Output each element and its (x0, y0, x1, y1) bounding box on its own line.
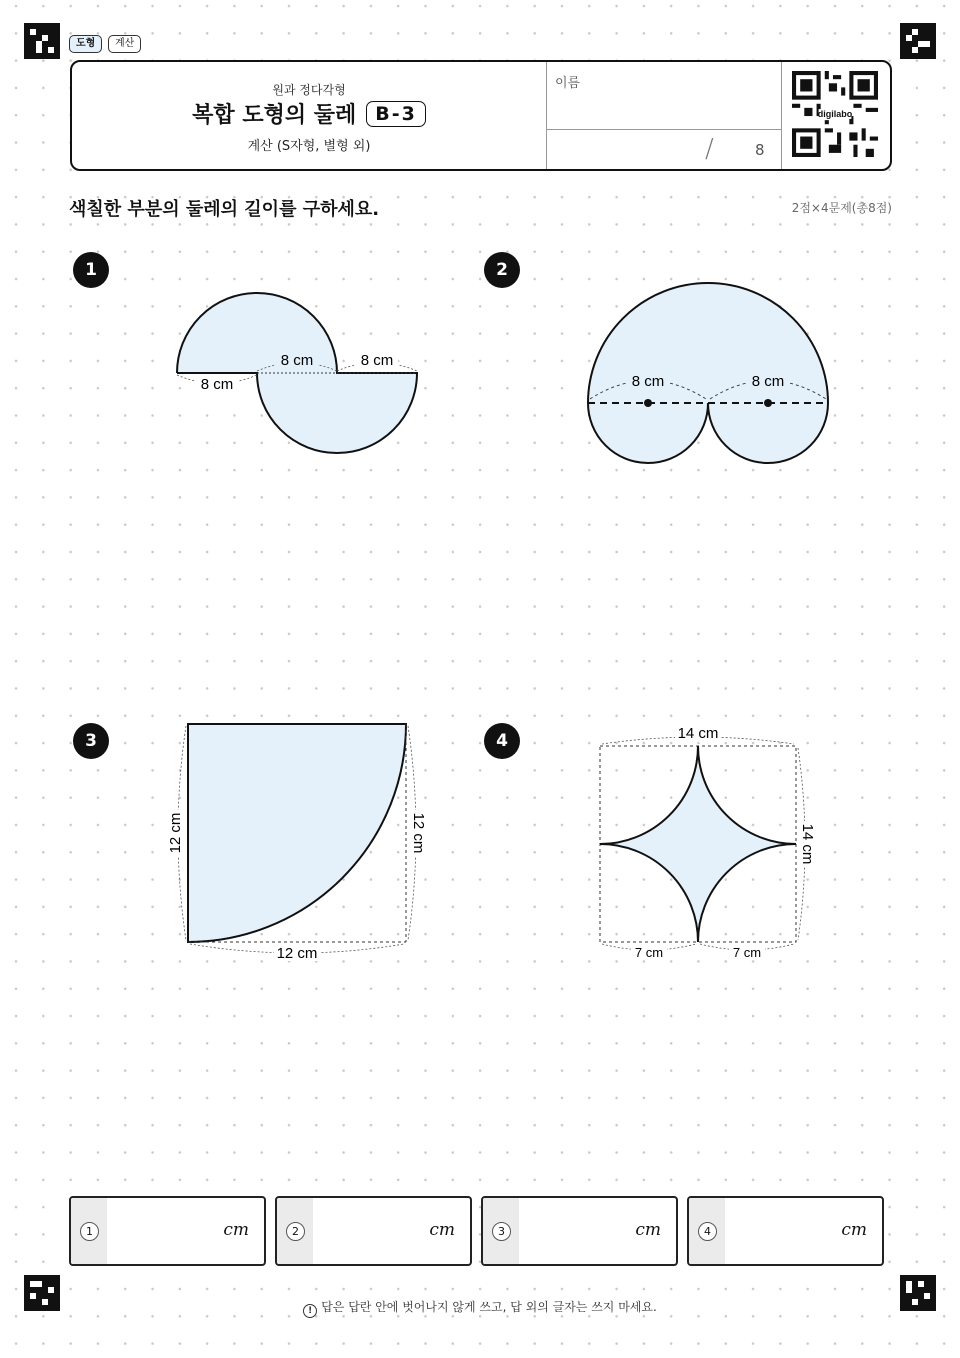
answer-number-1: 1 (80, 1222, 99, 1241)
warning-icon: ! (303, 1304, 317, 1318)
answer-box-2[interactable] (275, 1196, 472, 1266)
answer-unit-3: cm (635, 1220, 661, 1240)
figure-4-label-top: 14 cm (677, 725, 719, 742)
problem-number-4: 4 (484, 723, 520, 759)
answer-number-2: 2 (286, 1222, 305, 1241)
figure-4-label-right: 14 cm (799, 823, 816, 865)
figure-3-label-left: 12 cm (167, 812, 184, 854)
figure-4-label-bottom-left: 7 cm (634, 945, 664, 960)
figure-1-label-middle: 8 cm (280, 352, 314, 369)
worksheet-description: 계산 (S자형, 별형 외) (247, 139, 371, 154)
figure-2-label-left: 8 cm (631, 373, 665, 390)
answer-unit-4: cm (841, 1220, 867, 1240)
answer-unit-2: cm (429, 1220, 455, 1240)
footer-note (0, 1298, 960, 1318)
answer-box-1[interactable] (69, 1196, 266, 1266)
figure-3-label-right: 12 cm (410, 812, 427, 854)
answer-number-3: 3 (492, 1222, 511, 1241)
problem-number-1: 1 (73, 252, 109, 288)
answer-box-3[interactable] (481, 1196, 678, 1266)
figure-4-label-bottom-right: 7 cm (732, 945, 762, 960)
problem-number-3: 3 (73, 723, 109, 759)
tag-shape: 도형 (69, 35, 102, 53)
figure-3-label-bottom: 12 cm (276, 945, 318, 962)
worksheet-code: B-3 (366, 101, 426, 127)
figure-1-label-bottom: 8 cm (200, 376, 234, 393)
figure-1-label-right: 8 cm (360, 352, 394, 369)
worksheet-subtitle: 원과 정다각형 (272, 83, 346, 97)
score-total: 8 (755, 141, 765, 159)
score-slash: / (705, 134, 714, 164)
points-note: 2점×4문제(총8점) (791, 201, 892, 215)
answer-unit-1: cm (223, 1220, 249, 1240)
instruction-text: 색칠한 부분의 둘레의 길이를 구하세요. (69, 199, 380, 220)
figure-4-star-shape (600, 746, 796, 942)
problem-number-2: 2 (484, 252, 520, 288)
answer-number-4: 4 (698, 1222, 717, 1241)
tag-calculation: 계산 (108, 35, 141, 53)
name-label: 이름 (555, 76, 581, 91)
qr-label: digilabo (817, 108, 853, 119)
worksheet-title: 복합 도형의 둘레 (192, 103, 357, 128)
answer-box-4[interactable] (687, 1196, 884, 1266)
figure-2-label-right: 8 cm (751, 373, 785, 390)
footer-text: 답은 답란 안에 벗어나지 않게 쓰고, 답 외의 글자는 쓰지 마세요. (321, 1300, 657, 1314)
